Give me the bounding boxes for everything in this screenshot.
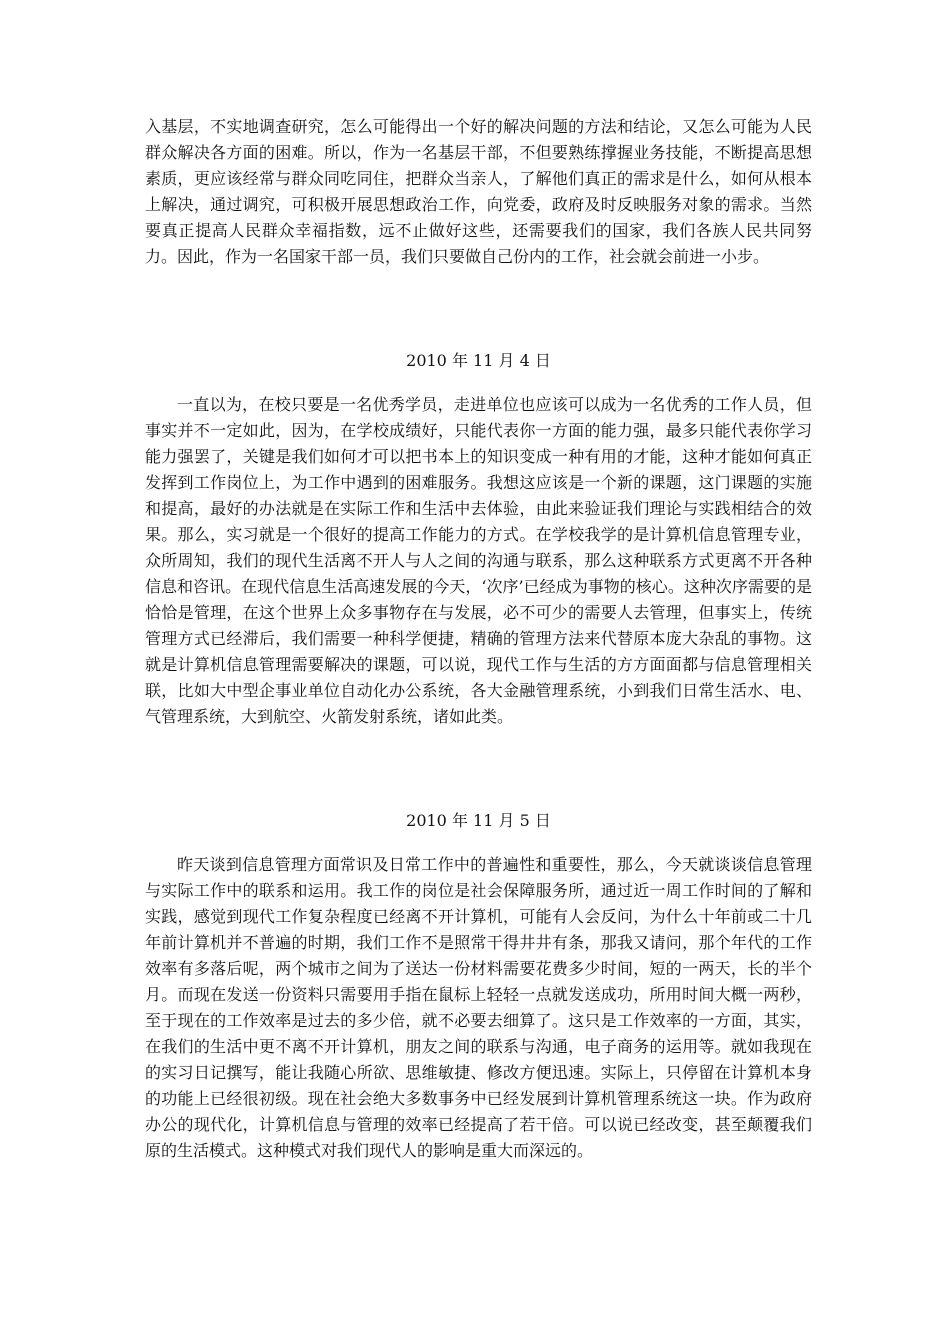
entry-date-nov-5: 2010 年 11 月 5 日: [406, 811, 551, 830]
paragraph-continued: 入基层，不实地调查研究，怎么可能得出一个好的解决问题的方法和结论，又怎么可能为人民群众解决各方面的困难。所以，作为一名基层干部，不但要熟练撑握业务技能，不断提高思想素质，更应该经常与群众同吃同住，把群众当亲人，了解他们真正的需求是什么，如何从根本上解决，通过调究，可积极开展思想政治工作，向党委，政府及时反映服务对象的需求。当然要真正提高人民群众幸福指数，远不止做好这些，还需要我们的国家，我们各族人民共同努力。因此，作为一名国家干部一员，我们只要做自己份内的工作，社会就会前进一小步。: [145, 117, 812, 266]
spacer: [145, 730, 812, 808]
spacer: [145, 270, 812, 348]
spacer: [145, 374, 812, 392]
entry-date-nov-4: 2010 年 11 月 4 日: [406, 351, 551, 370]
document-page: [145, 114, 812, 1164]
spacer: [145, 834, 812, 852]
entry-body-nov-4: 一直以为，在校只要是一名优秀学员，走进单位也应该可以成为一名优秀的工作人员，但事实并不一定如此，因为，在学校成绩好，只能代表你一方面的能力强，最多只能代表你学习能力强罢了，关键是我们如何才可以把书本上的知识变成一种有用的才能，这种才能如何真正发挥到工作岗位上，为工作中遇到的困难服务。我想这应该是一个新的课题，这门课题的实施和提高，最好的办法就是在实际工作和生活中去体验，由此来验证我们理论与实践相结合的效果。那么，实习就是一个很好的提高工作能力的方式。在学校我学的是计算机信息管理专业，众所周知，我们的现代生活离不开人与人之间的沟通与联系，那么这种联系方式更离不开各种信息和咨讯。在现代信息生活高速发展的今天，‘次序’已经成为事物的核心。这种次序需要的是恰恰是管理，在这个世界上众多事物存在与发展，必不可少的需要人去管理，但事实上，传统管理方式已经滞后，我们需要一种科学便捷，精确的管理方法来代替原本庞大杂乱的事物。这就是计算机信息管理需要解决的课题，可以说，现代工作与生活的方方面面都与信息管理相关联，比如大中型企事业单位自动化办公系统，各大金融管理系统，小到我们日常生活水、电、气管理系统，大到航空、火箭发射系统，诸如此类。: [145, 395, 812, 726]
entry-body-nov-5: 昨天谈到信息管理方面常识及日常工作中的普遍性和重要性，那么，今天就谈谈信息管理与实际工作中的联系和运用。我工作的岗位是社会保障服务所，通过近一周工作时间的了解和实践，感觉到现代工作复杂程度已经离不开计算机，可能有人会反问，为什么十年前或二十几年前计算机并不普遍的时期，我们工作不是照常干得井井有条，那我又请问，那个年代的工作效率有多落后呢，两个城市之间为了送达一份材料需要花费多少时间，短的一两天，长的半个月。而现在发送一份资料只需要用手指在鼠标上轻轻一点就发送成功，所用时间大概一两秒，至于现在的工作效率是过去的多少倍，就不必要去细算了。这只是工作效率的一方面，其实，在我们的生活中更不离不开计算机，朋友之间的联系与沟通，电子商务的运用等。就如我现在的实习日记撰写，能让我随心所欲、思维敏捷、修改方便迅速。实际上，只停留在计算机本身的功能上已经很初级。现在社会绝大多数事务中已经发展到计算机管理系统这一块。作为政府办公的现代化，计算机信息与管理的效率已经提高了若干倍。可以说已经改变，甚至颠覆我们原的生活模式。这种模式对我们现代人的影响是重大而深远的。: [145, 855, 812, 1160]
